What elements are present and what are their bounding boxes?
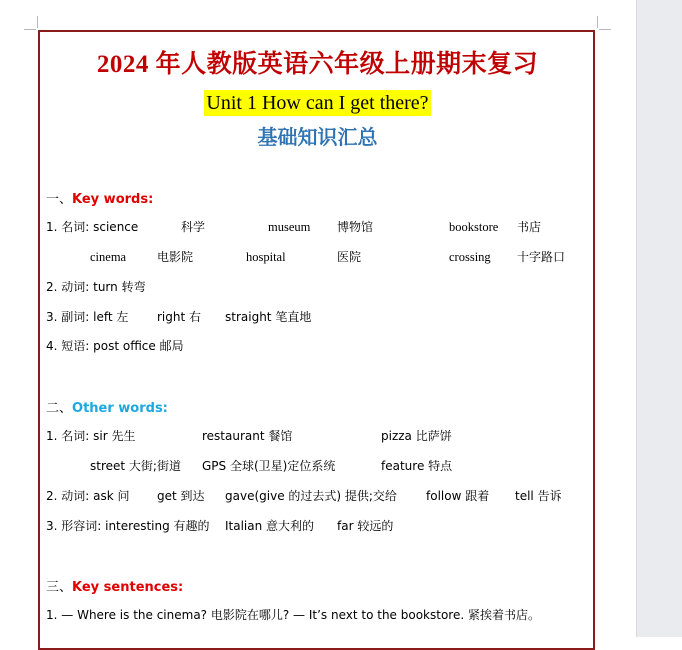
document-heading: 基础知识汇总: [257, 125, 378, 149]
text-run: restaurant 餐馆: [202, 429, 293, 443]
crop-mark: [599, 29, 611, 30]
text-run: GPS 全球(卫星)定位系统: [202, 459, 336, 473]
text-run: 医院: [337, 250, 362, 264]
section-label: Other words:: [72, 401, 168, 416]
text-run: 书店: [517, 220, 542, 234]
text-run: 4. 短语: post office 邮局: [46, 339, 184, 353]
text-run: 科学: [181, 220, 206, 234]
text-run: straight 笔直地: [225, 310, 312, 324]
crop-mark: [37, 16, 38, 28]
section-label: Key words:: [72, 192, 154, 207]
section-number: 二、: [46, 401, 73, 416]
text-run: bookstore: [449, 220, 499, 234]
section-heading-key-sentences: [46, 576, 183, 595]
text-run: tell 告诉: [515, 489, 562, 503]
text-run: 3. 形容词: interesting 有趣的: [46, 519, 210, 533]
text-run: hospital: [246, 250, 286, 264]
text-run: 1. 名词: sir 先生: [46, 429, 136, 443]
text-run: 电影院: [157, 250, 194, 264]
subtitle-container: [40, 90, 595, 116]
text-run: far 较远的: [337, 519, 394, 533]
text-run: 3. 副词: left 左: [46, 310, 129, 324]
section-label: Key sentences:: [72, 580, 184, 595]
text-run: crossing: [449, 250, 491, 264]
text-run: Italian 意大利的: [225, 519, 315, 533]
document-subtitle: Unit 1 How can I get there?: [206, 92, 429, 114]
text-run: 2. 动词: ask 问: [46, 489, 130, 503]
text-run: street 大街;街道: [90, 459, 181, 473]
text-run: feature 特点: [381, 459, 453, 473]
text-run: 博物馆: [337, 220, 374, 234]
crop-mark: [597, 16, 598, 28]
text-run: 2. 动词: turn 转弯: [46, 280, 146, 294]
section-number: 一、: [46, 192, 73, 207]
section-number: 三、: [46, 580, 73, 595]
text-run: cinema: [90, 250, 127, 264]
text-run: museum: [268, 220, 311, 234]
section-heading-key-words: [46, 188, 153, 207]
text-run: 1. 名词: science: [46, 220, 139, 234]
text-run: 十字路口: [517, 250, 566, 264]
section-heading-other-words: [46, 397, 168, 416]
crop-mark: [24, 29, 36, 30]
text-run: 1. — Where is the cinema? 电影院在哪儿? — It’s next to the bookstore. 紧挨着书店。: [46, 608, 540, 622]
document-title: 2024 年人教版英语六年级上册期末复习: [96, 51, 539, 78]
viewer-background: [636, 0, 682, 637]
text-run: get 到达: [157, 489, 205, 503]
text-run: follow 跟着: [426, 489, 490, 503]
text-run: pizza 比萨饼: [381, 429, 452, 443]
text-run: gave(give 的过去式) 提供;交给: [225, 489, 397, 503]
text-run: right 右: [157, 310, 202, 324]
